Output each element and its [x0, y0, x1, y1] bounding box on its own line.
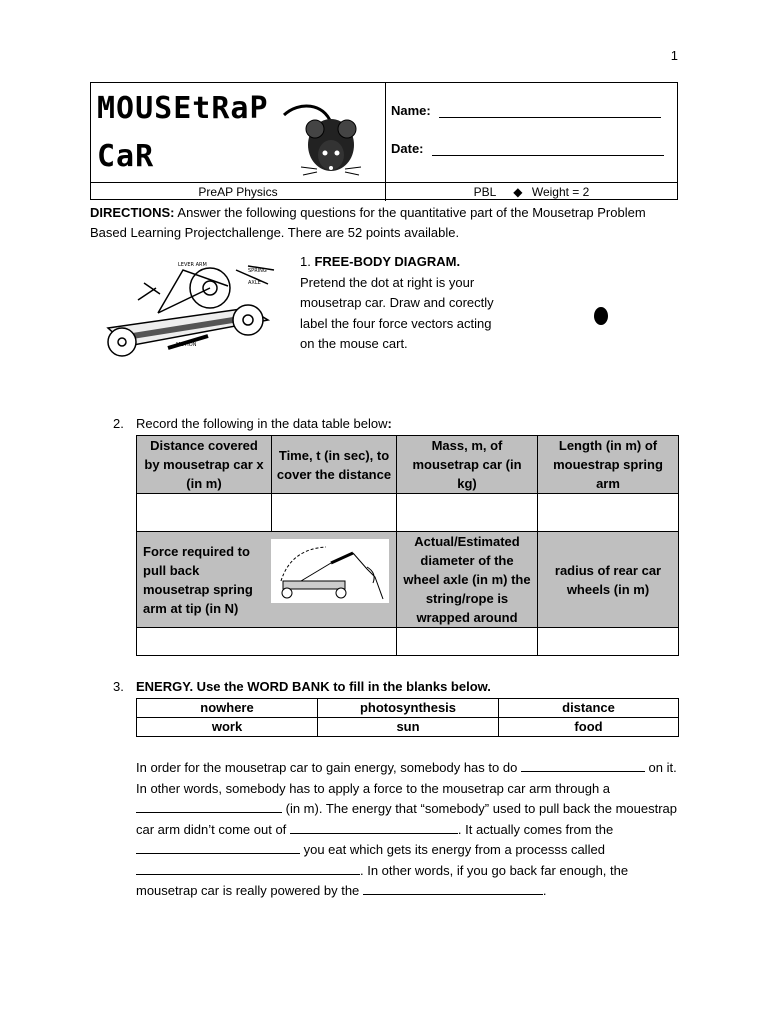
directions [90, 203, 680, 243]
blank-2[interactable] [136, 799, 282, 813]
date-line[interactable] [432, 141, 664, 156]
header-spring-arm-length: Length (in m) of mouestrap spring arm [538, 436, 679, 494]
paragraph-text: . In other words, if you go back far enough, the mousetrap car is really powered by the [136, 862, 629, 898]
energy-paragraph [136, 758, 681, 902]
word-bank-item: work [137, 718, 318, 737]
input-wheel-radius[interactable] [538, 628, 679, 656]
paragraph-text: (in m). The energy that “somebody” used to pull back the mouestrap car arm didn’t come out of [136, 801, 678, 837]
header-axle-diameter: Actual/Estimated diameter of the wheel axle (in m) the string/rope is wrapped around [397, 532, 538, 628]
q1-number: 1. [300, 254, 311, 269]
header-distance: Distance covered by mousetrap car x (in m) [137, 436, 272, 494]
blank-5[interactable] [136, 861, 360, 875]
word-bank-item: photosynthesis [318, 699, 499, 718]
data-table [136, 435, 679, 656]
svg-text:AXLE: AXLE [248, 280, 261, 286]
word-bank-item: nowhere [137, 699, 318, 718]
name-label: Name: [391, 103, 431, 118]
q2-prompt-colon: : [387, 416, 392, 431]
paragraph-text: In order for the mousetrap car to gain energy, somebody has to do [136, 760, 521, 775]
paragraph-text: . It actually comes from the [457, 821, 614, 837]
q3-number: 3. [113, 679, 124, 694]
mousetrap-car-illustration [98, 258, 288, 366]
question-1 [300, 252, 500, 355]
header-info-row [91, 182, 677, 201]
diamond-icon: ◆ [513, 185, 523, 199]
blank-6[interactable] [363, 881, 543, 895]
data-table-input-row-2 [137, 628, 679, 656]
paragraph-text: on it. In other words, somebody has to apply a force to the mousetrap car arm through a [136, 760, 677, 796]
q2-number: 2. [113, 416, 124, 431]
header-time: Time, t (in sec), to cover the distance [272, 436, 397, 494]
data-table-header-row-2 [137, 532, 679, 628]
blank-3[interactable] [290, 820, 458, 834]
course-label: PreAP Physics [91, 183, 386, 201]
name-field[interactable] [391, 103, 661, 118]
directions-text: Answer the following questions for the quantitative part of the Mousetrap Problem Based Learning Projectchallenge. There are 52 points available. [90, 205, 646, 240]
mouse-illustration [279, 93, 379, 183]
title-line-2: CaR [97, 139, 155, 174]
word-bank-row [137, 718, 679, 737]
blank-1[interactable] [521, 758, 645, 772]
grading-info [386, 183, 677, 201]
input-time[interactable] [272, 494, 397, 532]
weight-label: Weight = 2 [531, 185, 590, 199]
paragraph-text: . [542, 883, 547, 898]
word-bank [136, 698, 679, 737]
blank-4[interactable] [136, 840, 300, 854]
title-line-1: MOUSEtRaP [97, 91, 269, 126]
header-force-text: Force required to pull back mousetrap spring arm at tip (in N) [143, 543, 253, 616]
pbl-label: PBL [473, 185, 496, 199]
header-box [90, 82, 678, 200]
title-panel [91, 83, 386, 182]
word-bank-row [137, 699, 679, 718]
date-label: Date: [391, 141, 424, 156]
input-axle-diameter[interactable] [397, 628, 538, 656]
date-field[interactable] [391, 141, 664, 156]
data-table-input-row-1 [137, 494, 679, 532]
page-number: 1 [670, 48, 678, 63]
mousetrap-car-dot[interactable] [594, 307, 608, 325]
header-wheel-radius: radius of rear car wheels (in m) [538, 532, 679, 628]
student-info-panel [385, 83, 677, 182]
paragraph-text: you eat which gets its energy from a processs called [300, 842, 605, 857]
q1-title: FREE-BODY DIAGRAM. [314, 254, 461, 269]
word-bank-item: sun [318, 718, 499, 737]
svg-text:SPRING: SPRING [248, 268, 267, 274]
directions-label: DIRECTIONS: [90, 205, 175, 220]
q3-title: ENERGY. Use the WORD BANK to fill in the blanks below. [136, 679, 491, 694]
svg-text:LEVER ARM: LEVER ARM [178, 262, 207, 268]
input-spring-arm-length[interactable] [538, 494, 679, 532]
q1-text: Pretend the dot at right is your mousetrap car. Draw and corectly label the four force vectors acting on the mouse cart. [300, 274, 494, 351]
spring-scale-illustration [271, 539, 389, 603]
input-distance[interactable] [137, 494, 272, 532]
q2-prompt-text: Record the following in the data table below [136, 416, 388, 431]
word-bank-item: food [499, 718, 679, 737]
input-force[interactable] [137, 628, 397, 656]
input-mass[interactable] [397, 494, 538, 532]
word-bank-item: distance [499, 699, 679, 718]
header-force [137, 532, 397, 628]
data-table-header-row-1 [137, 436, 679, 494]
q2-prompt [136, 416, 392, 431]
name-line[interactable] [439, 103, 661, 118]
header-mass: Mass, m, of mousetrap car (in kg) [397, 436, 538, 494]
svg-text:MOTION: MOTION [176, 342, 197, 348]
